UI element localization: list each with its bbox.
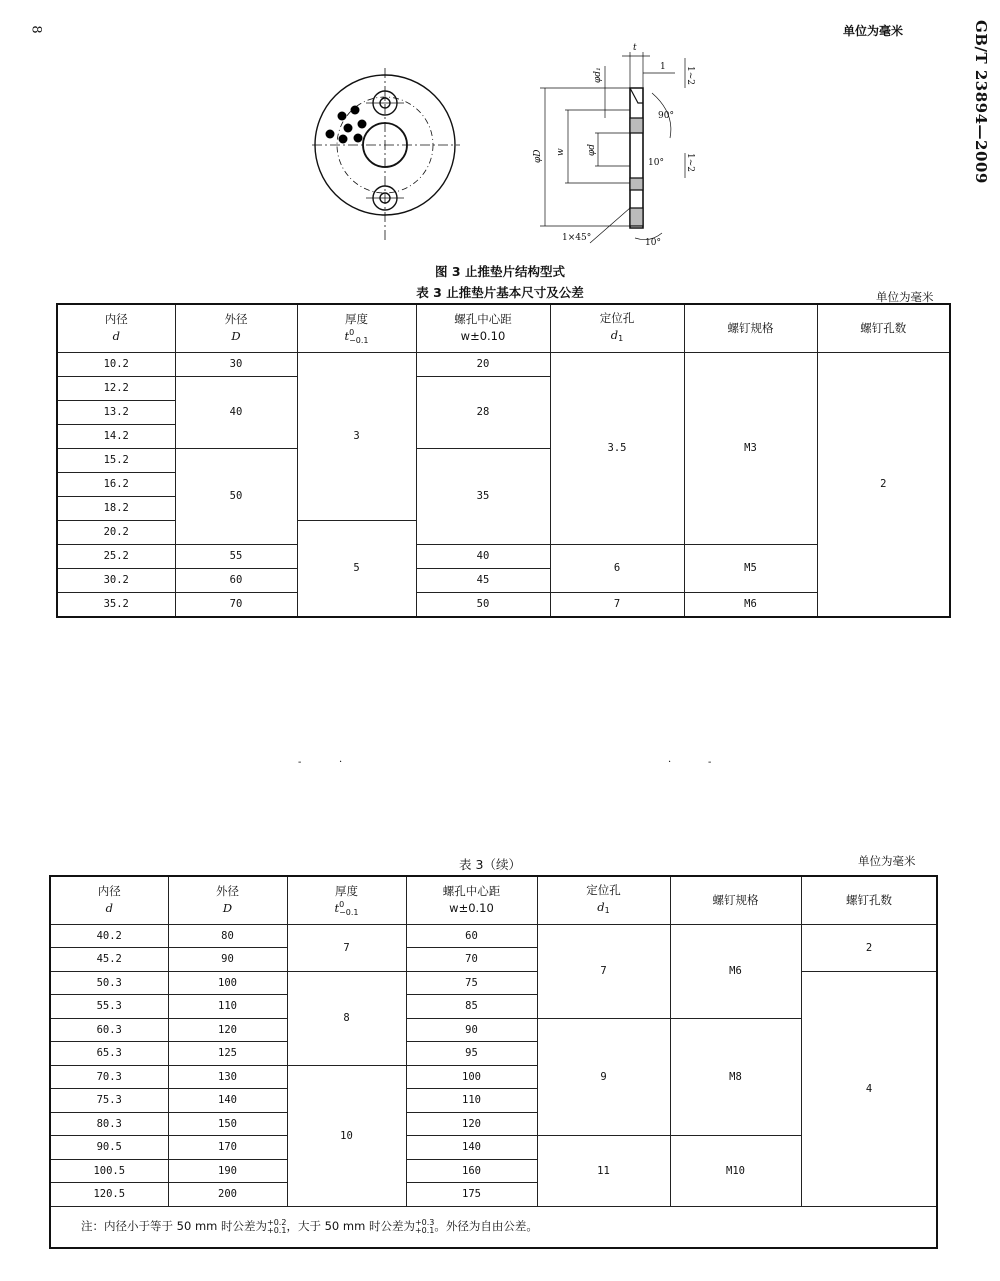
cell-w: 100	[406, 1065, 537, 1089]
cell-D: 170	[168, 1136, 287, 1160]
header-outer-diameter: 外径 D	[168, 876, 287, 924]
cell-D: 30	[175, 352, 297, 376]
section-view	[540, 52, 685, 243]
cell-D: 110	[168, 995, 287, 1019]
table1-caption: 表 3 止推垫片基本尺寸及公差	[416, 285, 584, 300]
cell-t: 10	[287, 1065, 406, 1206]
cell-t: 8	[287, 971, 406, 1065]
table2	[49, 875, 938, 1249]
cell-w: 28	[416, 376, 550, 448]
cell-d: 75.3	[50, 1089, 168, 1113]
cell-count: 4	[801, 971, 937, 1206]
header-screw-spec: 螺钉规格	[684, 304, 817, 352]
figure-caption: 图 3 止推垫片结构型式	[435, 264, 565, 279]
cell-d: 15.2	[57, 448, 175, 472]
unit-note-top: 单位为毫米	[843, 24, 904, 38]
cell-d: 10.2	[57, 352, 175, 376]
cell-w: 70	[406, 948, 537, 972]
cell-w: 110	[406, 1089, 537, 1113]
cell-screw: M6	[670, 924, 801, 1018]
header-outer-diameter: 外径 D	[175, 304, 297, 352]
cell-D: 100	[168, 971, 287, 995]
cell-D: 140	[168, 1089, 287, 1113]
cell-d: 100.5	[50, 1159, 168, 1183]
cell-D: 50	[175, 448, 297, 544]
label-angle10a: 10°	[648, 158, 664, 168]
cell-w: 160	[406, 1159, 537, 1183]
cell-d: 60.3	[50, 1018, 168, 1042]
cell-d: 90.5	[50, 1136, 168, 1160]
cell-w: 45	[416, 568, 550, 592]
label-one-two-a: 1~2	[685, 66, 695, 85]
standard-number: GB/T 23894—2009	[972, 20, 990, 184]
table2-note: 注：内径小于等于 50 mm 时公差为+0.2 +0.1，大于 50 mm 时公差为+0.3 +0.1。外径为自由公差。	[50, 1206, 937, 1248]
scan-mark: ·	[668, 757, 672, 768]
header-screw-hole-count: 螺钉孔数	[817, 304, 950, 352]
cell-D: 120	[168, 1018, 287, 1042]
cell-d: 65.3	[50, 1042, 168, 1066]
table-row	[50, 971, 937, 995]
cell-d1: 6	[550, 544, 684, 592]
cell-w: 95	[406, 1042, 537, 1066]
scan-mark: -	[298, 757, 302, 768]
cell-t: 7	[287, 924, 406, 971]
cell-d: 45.2	[50, 948, 168, 972]
cell-D: 90	[168, 948, 287, 972]
label-w: w	[556, 148, 566, 156]
table-row	[57, 352, 950, 376]
page-number: 8	[28, 25, 44, 34]
label-phi-d1: φd₁	[593, 67, 603, 83]
header-inner-diameter: 内径 d	[57, 304, 175, 352]
cell-d: 25.2	[57, 544, 175, 568]
cell-t: 3	[297, 352, 416, 520]
front-view	[312, 68, 460, 243]
thrust-washer-drawing	[300, 38, 700, 260]
cell-D: 70	[175, 592, 297, 617]
label-one-two-b: 1~2	[685, 153, 695, 172]
cell-screw: M8	[670, 1018, 801, 1136]
cell-screw: M10	[670, 1136, 801, 1207]
cell-w: 20	[416, 352, 550, 376]
cell-d: 18.2	[57, 496, 175, 520]
scan-mark: ·	[339, 757, 343, 768]
cell-w: 85	[406, 995, 537, 1019]
label-angle90: 90°	[658, 111, 674, 121]
cell-w: 35	[416, 448, 550, 544]
cell-w: 50	[416, 592, 550, 617]
table2-header-row	[50, 876, 937, 924]
cell-t: 5	[297, 520, 416, 617]
table2-unit: 单位为毫米	[858, 854, 916, 868]
cell-D: 55	[175, 544, 297, 568]
table-row	[57, 544, 950, 568]
cell-w: 140	[406, 1136, 537, 1160]
cell-d: 120.5	[50, 1183, 168, 1207]
label-phid: φd	[587, 143, 597, 156]
cell-w: 90	[406, 1018, 537, 1042]
header-thickness: 厚度 t0 −0.1	[287, 876, 406, 924]
oil-holes	[326, 106, 367, 144]
header-locating-hole: 定位孔 $d_1$	[537, 876, 670, 924]
table1-header-row	[57, 304, 950, 352]
scan-mark: -	[708, 757, 712, 768]
header-screw-spec: 螺钉规格	[670, 876, 801, 924]
cell-count: 2	[801, 924, 937, 971]
cell-screw: M5	[684, 544, 817, 592]
cell-d: 50.3	[50, 971, 168, 995]
header-screw-hole-spacing: 螺孔中心距 w±0.10	[416, 304, 550, 352]
cell-w: 175	[406, 1183, 537, 1207]
header-thickness: 厚度 t0 −0.1	[297, 304, 416, 352]
table-row	[50, 924, 937, 948]
cell-d1: 3.5	[550, 352, 684, 544]
cell-D: 125	[168, 1042, 287, 1066]
cell-count: 2	[817, 352, 950, 617]
cell-w: 40	[416, 544, 550, 568]
label-chamfer: 1×45°	[562, 233, 592, 243]
cell-d: 80.3	[50, 1112, 168, 1136]
cell-d: 12.2	[57, 376, 175, 400]
cell-D: 80	[168, 924, 287, 948]
cell-screw: M3	[684, 352, 817, 544]
cell-D: 150	[168, 1112, 287, 1136]
header-locating-hole: 定位孔 $d_1$	[550, 304, 684, 352]
cell-w: 120	[406, 1112, 537, 1136]
cell-D: 60	[175, 568, 297, 592]
cell-d1: 11	[537, 1136, 670, 1207]
cell-w: 75	[406, 971, 537, 995]
cell-D: 200	[168, 1183, 287, 1207]
cell-d1: 7	[550, 592, 684, 617]
table-row	[57, 592, 950, 617]
label-phiD: φD	[533, 149, 543, 163]
cell-d: 30.2	[57, 568, 175, 592]
header-screw-hole-count: 螺钉孔数	[801, 876, 937, 924]
label-angle10b: 10°	[645, 238, 661, 248]
cell-screw: M6	[684, 592, 817, 617]
header-inner-diameter: 内径 d	[50, 876, 168, 924]
cell-d: 70.3	[50, 1065, 168, 1089]
table1-unit: 单位为毫米	[876, 290, 934, 304]
cell-d: 55.3	[50, 995, 168, 1019]
cell-d: 35.2	[57, 592, 175, 617]
table2-note-row	[50, 1206, 937, 1248]
cell-D: 130	[168, 1065, 287, 1089]
table1	[56, 303, 951, 618]
cell-d1: 9	[537, 1018, 670, 1136]
cell-d: 14.2	[57, 424, 175, 448]
cell-d: 40.2	[50, 924, 168, 948]
table2-caption: 表 3（续）	[459, 857, 521, 872]
header-screw-hole-spacing: 螺孔中心距 w±0.10	[406, 876, 537, 924]
cell-D: 40	[175, 376, 297, 448]
cell-D: 190	[168, 1159, 287, 1183]
cell-d: 13.2	[57, 400, 175, 424]
cell-d: 16.2	[57, 472, 175, 496]
cell-w: 60	[406, 924, 537, 948]
cell-d: 20.2	[57, 520, 175, 544]
label-t: t	[633, 43, 637, 53]
label-one: 1	[660, 62, 666, 72]
cell-d1: 7	[537, 924, 670, 1018]
